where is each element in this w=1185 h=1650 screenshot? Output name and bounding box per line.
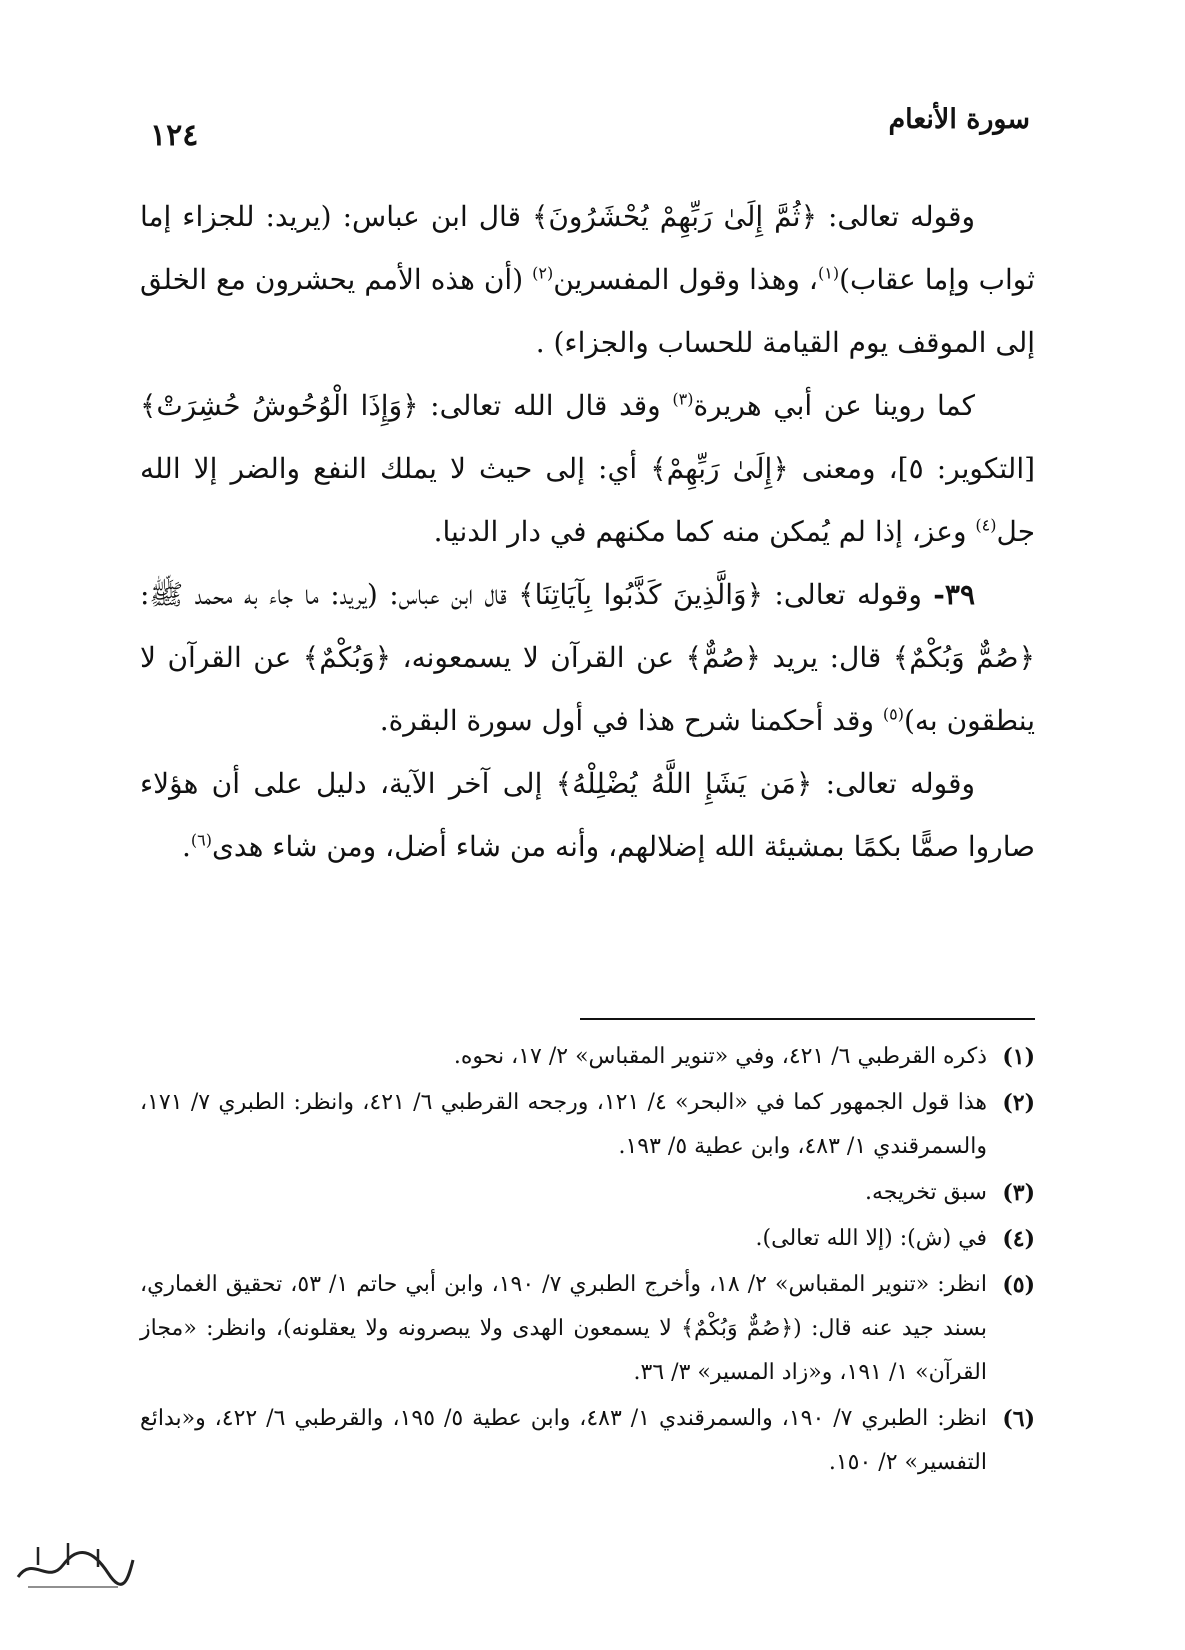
footnote-number: (٥)	[1002, 1272, 1035, 1298]
footnote-ref[interactable]: (٦)	[190, 830, 213, 850]
text-run: وقد قال الله تعالى:	[418, 389, 673, 422]
paragraph-3	[140, 563, 1035, 752]
footnote-number: (٣)	[1002, 1180, 1035, 1206]
page-number: ١٢٤	[150, 118, 199, 153]
text-run: عن القرآن لا ينطقون به)	[140, 641, 1035, 737]
footnote-ref[interactable]: (٣)	[672, 389, 694, 409]
footnote-text: هذا قول الجمهور كما في «البحر» ٤/ ١٢١، ورجحه القرطبي ٦/ ٤٢١، وانظر: الطبري ٧/ ١٧١، والسمرقندي ١/ ٤٨٣، وابن عطية ٥/ ١٩٣.	[140, 1090, 988, 1159]
footnote-ref[interactable]: (٢)	[532, 263, 554, 283]
paragraph-1	[140, 185, 1035, 374]
footnote-text: انظر: «تنوير المقباس» ٢/ ١٨، وأخرج الطبري ٧/ ١٩٠، وابن أبي حاتم ١/ ٥٣، تحقيق الغماري، بسند جيد عنه قال: (﴿صُمٌّ وَبُكْمٌ﴾ لا يسمعون الهدى ولا يبصرونه ولا يعقلونه)، وانظر: «مجاز القرآن» ١/ ١٩١، و«زاد المسير» ٣/ ٣٦.	[140, 1272, 988, 1385]
footnote-text: ذكره القرطبي ٦/ ٤٢١، وفي «تنوير المقباس» ٢/ ١٧، نحوه.	[453, 1044, 987, 1069]
footnote-number: (١)	[1002, 1044, 1035, 1070]
quran-verse: ﴿صُمٌّ﴾	[685, 641, 761, 674]
footnote-item	[140, 1035, 1035, 1079]
text-run: وقوله تعالى:	[762, 578, 934, 611]
page-header	[150, 100, 1030, 160]
footnote-ref[interactable]: (١)	[817, 263, 840, 283]
quran-verse: ﴿وَبُكْمٌ﴾	[302, 641, 392, 674]
verse-number: ٣٩-	[933, 578, 975, 611]
footnote-divider	[580, 1018, 1035, 1020]
text-run: إلى آخر الآية، دليل على أن هؤلاء صاروا صمًّا بكمًا بمشيئة الله إضلالهم، وأنه من شاء أضل، ومن شاء هدى	[140, 767, 1035, 863]
paragraph-2	[140, 374, 1035, 563]
text-run: (أن هذه الأمم يحشرون مع الخلق إلى الموقف يوم القيامة للحساب والجزاء) .	[140, 263, 1035, 359]
footnote-item	[140, 1171, 1035, 1215]
footnote-number: (٤)	[1002, 1226, 1035, 1252]
main-text	[140, 185, 1035, 878]
text-run: وعز، إذا لم يُمكن منه كما مكنهم في دار الدنيا.	[433, 515, 976, 548]
footnote-item	[140, 1081, 1035, 1169]
text-run: كما روينا عن أبي هريرة	[693, 389, 975, 422]
quran-verse: ﴿إِلَىٰ رَبِّهِمْ﴾	[650, 452, 789, 485]
footnote-number: (٦)	[1002, 1406, 1035, 1432]
quran-verse: ﴿مَن يَشَإِ اللَّهُ يُضْلِلْهُ﴾	[555, 767, 813, 800]
text-run: عن القرآن لا يسمعونه،	[391, 641, 686, 674]
footnote-number: (٢)	[1002, 1090, 1035, 1116]
footnote-text: سبق تخريجه.	[865, 1180, 987, 1205]
footnote-item	[140, 1263, 1035, 1395]
text-run: .	[182, 830, 191, 863]
paragraph-4	[140, 752, 1035, 878]
footnote-text: في (ش): (إلا الله تعالى).	[755, 1226, 987, 1251]
text-run: وقوله تعالى:	[812, 767, 975, 800]
footnote-item	[140, 1217, 1035, 1261]
text-run: وقوله تعالى:	[817, 200, 975, 233]
quran-verse: ﴿صُمٌّ وَبُكْمٌ﴾	[892, 641, 1035, 674]
footnote-text: انظر: الطبري ٧/ ١٩٠، والسمرقندي ١/ ٤٨٣، وابن عطية ٥/ ١٩٥، والقرطبي ٦/ ٤٢٢، و«بدائع التفسير» ٢/ ١٥٠.	[140, 1406, 988, 1475]
footnotes	[140, 1035, 1035, 1487]
footnote-ref[interactable]: (٥)	[882, 704, 904, 724]
footnote-ref[interactable]: (٤)	[975, 515, 997, 535]
text-run: [التكوير: ٥]، ومعنى	[788, 452, 1036, 485]
text-run: قال: يريد	[760, 641, 893, 674]
text-run: وقد أحكمنا شرح هذا في أول سورة البقرة.	[379, 704, 883, 737]
publisher-logo	[8, 1535, 138, 1595]
text-run: ، وهذا وقول المفسرين	[553, 263, 818, 296]
surah-title: سورة الأنعام	[888, 104, 1030, 135]
quran-verse: ﴿ثُمَّ إِلَىٰ رَبِّهِمْ يُحْشَرُونَ﴾	[531, 200, 817, 233]
text-run: قال ابن عباس: (يريد: للجزاء إما ثواب وإما عقاب)	[140, 200, 1035, 296]
text-run: قال ابن عباس: (يريد: ما جاء به محمد ﷺ:	[140, 578, 519, 611]
text-run: أي: إلى حيث لا يملك النفع والضر إلا الله جل	[140, 452, 1035, 548]
footnote-item	[140, 1397, 1035, 1485]
quran-verse: ﴿وَإِذَا الْوُحُوشُ حُشِرَتْ﴾	[140, 389, 419, 422]
quran-verse: ﴿وَالَّذِينَ كَذَّبُوا بِآيَاتِنَا﴾	[518, 578, 763, 611]
